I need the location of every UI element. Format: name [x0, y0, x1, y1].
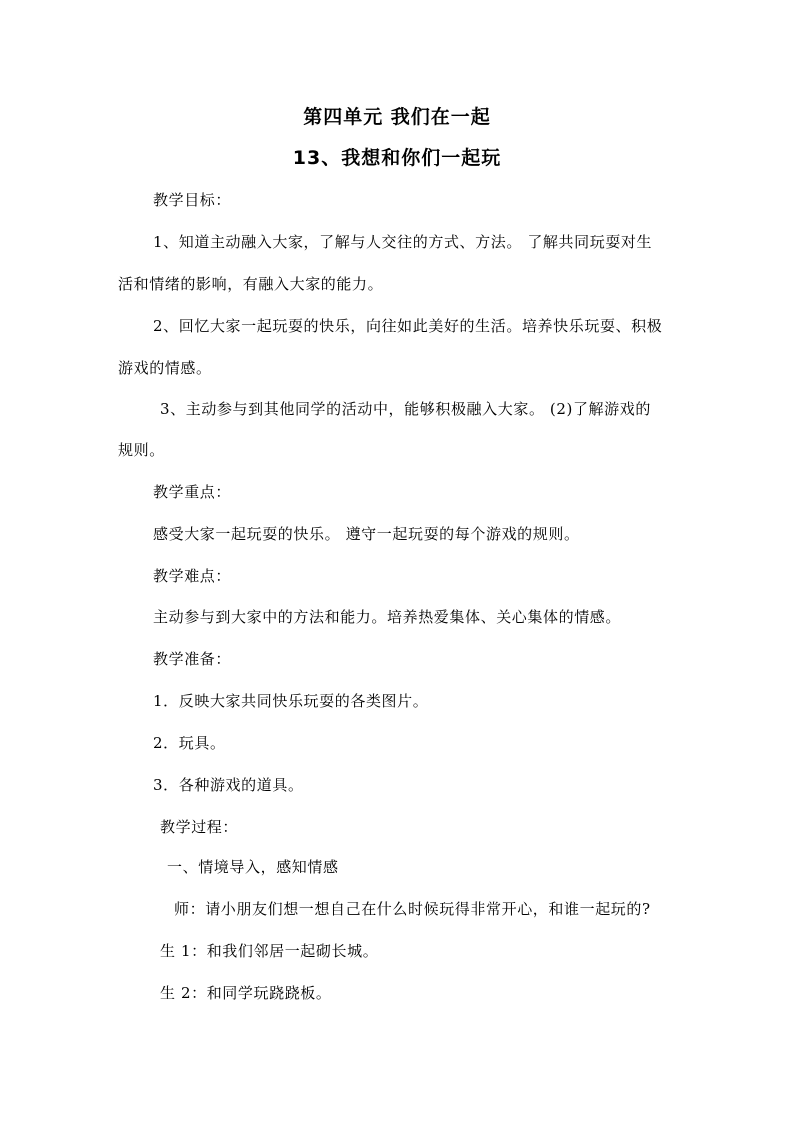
section-heading-objectives: 教学目标：	[153, 191, 232, 209]
dialogue-line: 生 1：和我们邻居一起砌长城。	[160, 942, 379, 960]
paragraph-line: 规则。	[118, 441, 165, 459]
dialogue-line: 师：请小朋友们想一想自己在什么时候玩得非常开心，和谁一起玩的?	[174, 900, 651, 918]
dialogue-line: 生 2：和同学玩跷跷板。	[160, 984, 332, 1002]
list-item: 2．玩具。	[153, 734, 226, 752]
paragraph-line: 2、回忆大家一起玩耍的快乐，向往如此美好的生活。培养快乐玩耍、积极	[153, 317, 663, 335]
lesson-title: 13、我想和你们一起玩	[292, 147, 502, 169]
paragraph-line: 3、主动参与到其他同学的活动中，能够积极融入大家。 (2)了解游戏的	[160, 400, 651, 418]
paragraph-line: 活和情绪的影响，有融入大家的能力。	[118, 275, 384, 293]
section-heading-process: 教学过程：	[160, 818, 239, 836]
paragraph-line: 主动参与到大家中的方法和能力。培养热爱集体、关心集体的情感。	[153, 608, 622, 626]
subsection-heading: 一、情境导入，感知情感	[167, 858, 339, 876]
paragraph-line: 游戏的情感。	[118, 359, 212, 377]
list-item: 1．反映大家共同快乐玩耍的各类图片。	[153, 692, 429, 710]
section-heading-key-points: 教学重点：	[153, 483, 232, 501]
list-item: 3．各种游戏的道具。	[153, 776, 304, 794]
unit-title: 第四单元 我们在一起	[303, 106, 491, 128]
section-heading-preparation: 教学准备：	[153, 650, 232, 668]
paragraph-line: 1、知道主动融入大家，了解与人交往的方式、方法。 了解共同玩耍对生	[153, 233, 653, 251]
paragraph-line: 感受大家一起玩耍的快乐。 遵守一起玩耍的每个游戏的规则。	[153, 525, 580, 543]
section-heading-difficulties: 教学难点：	[153, 567, 232, 585]
